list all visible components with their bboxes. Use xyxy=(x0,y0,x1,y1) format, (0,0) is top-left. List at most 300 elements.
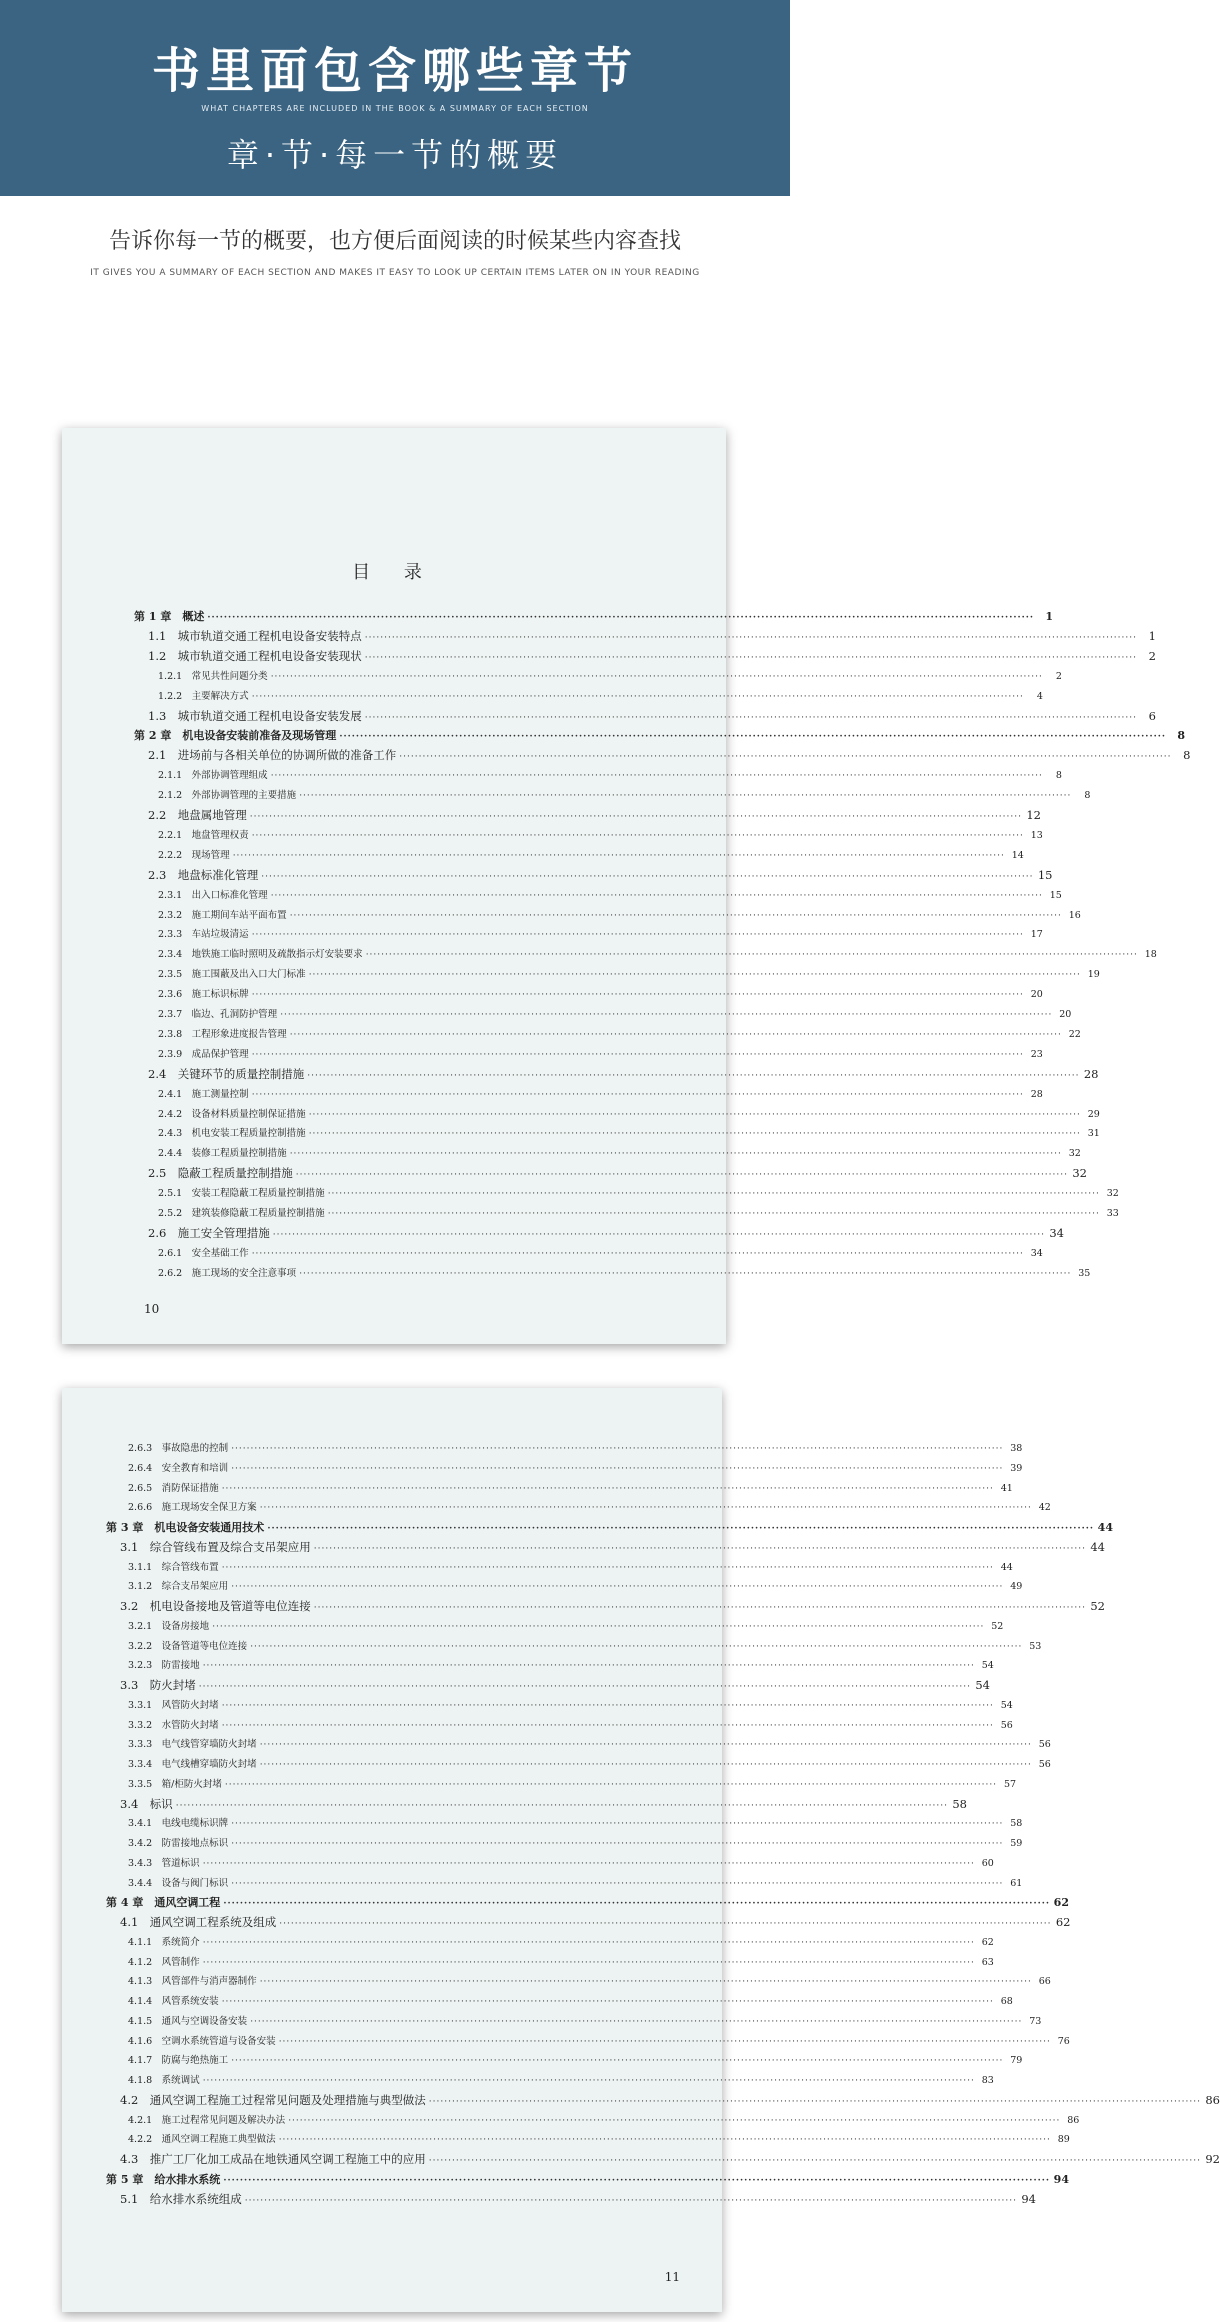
toc-entry-page: 20 xyxy=(1030,989,1043,1001)
toc-entry xyxy=(120,1539,1105,1557)
toc-title: 目 录 xyxy=(352,562,436,583)
dot-leader: ········································································································································································································ xyxy=(251,990,1024,1001)
toc-entry-page: 59 xyxy=(1010,1838,1023,1849)
toc-entry-title: 第 4 章 通风空调工程 xyxy=(106,1896,221,1910)
dot-leader: ········································································································································································································ xyxy=(244,2195,1017,2206)
dot-leader: ········································································································································································································ xyxy=(308,970,1081,981)
toc-entry-title: 4.1.6 空调水系统管道与设备安装 xyxy=(128,2035,276,2047)
toc-entry xyxy=(158,787,1091,805)
toc-entry xyxy=(148,708,1156,726)
dot-leader: ········································································································································································································ xyxy=(251,930,1024,941)
toc-entry-page: 2 xyxy=(1148,648,1156,663)
toc-entry-title: 2.3.5 施工围蔽及出入口大门标准 xyxy=(158,969,306,981)
toc-entry-page: 41 xyxy=(1000,1482,1013,1494)
toc-entry-page: 2 xyxy=(1055,670,1062,682)
dot-leader: ········································································································································································································ xyxy=(428,2156,1201,2166)
toc-entry-title: 2.6.1 安全基础工作 xyxy=(158,1247,249,1259)
dot-leader: ········································································································································································································ xyxy=(278,2036,1051,2047)
toc-entry-title: 第 5 章 给水排水系统 xyxy=(106,2172,221,2186)
toc-entry-title: 3.4.1 电线电缆标识牌 xyxy=(128,1818,229,1830)
toc-entry-page: 34 xyxy=(1049,1225,1064,1240)
toc-entry-page: 8 xyxy=(1177,729,1185,743)
dot-leader: ········································································································································································································ xyxy=(198,1682,971,1692)
toc-entry xyxy=(120,1677,990,1695)
toc-entry-title: 1.3 城市轨道交通工程机电设备安装发展 xyxy=(148,708,362,723)
toc-entry-page: 56 xyxy=(1000,1719,1013,1731)
toc-entry-page: 4 xyxy=(1036,690,1043,702)
toc-entry-page: 20 xyxy=(1059,1009,1072,1020)
dot-leader: ········································································································································································································ xyxy=(250,1641,1023,1652)
dot-leader: ········································································································································································································ xyxy=(202,2076,975,2086)
toc-entry-title: 3.2.1 设备房接地 xyxy=(128,1620,210,1632)
intro-text-en: IT GIVES YOU A SUMMARY OF EACH SECTION AND MAKES IT EASY TO LOOK UP CERTAIN ITEMS LATER ON IN YOUR READING xyxy=(90,268,700,278)
toc-entry xyxy=(128,2072,994,2090)
toc-entry xyxy=(148,807,1041,825)
dot-leader: ········································································································································································································ xyxy=(231,1839,1004,1849)
toc-entry xyxy=(158,887,1062,905)
dot-leader: ········································································································································································································ xyxy=(289,1029,1062,1040)
dot-leader: ········································································································································································································ xyxy=(364,652,1137,663)
toc-entry xyxy=(128,2052,1023,2070)
dot-leader: ········································································································································································································ xyxy=(202,1858,975,1869)
toc-entry-page: 13 xyxy=(1030,829,1043,841)
toc-entry xyxy=(158,1026,1081,1044)
toc-entry-page: 62 xyxy=(981,1936,994,1948)
toc-entry-title: 3.2 机电设备接地及管道等电位连接 xyxy=(120,1599,311,1613)
dot-leader: ········································································································································································································ xyxy=(308,1129,1081,1140)
toc-entry-title: 4.1.1 系统简介 xyxy=(128,1936,200,1948)
toc-entry-page: 32 xyxy=(1072,1166,1087,1181)
toc-entry xyxy=(158,926,1043,944)
toc-entry-page: 89 xyxy=(1057,2134,1070,2146)
toc-entry-title: 2.4 关键环节的质量控制措施 xyxy=(148,1066,305,1081)
toc-entry-title: 4.3 推广工厂化加工成品在地铁通风空调工程施工中的应用 xyxy=(120,2152,426,2166)
toc-entry xyxy=(128,2112,1080,2130)
dot-leader: ········································································································································································································ xyxy=(270,771,1043,782)
toc-entry xyxy=(148,747,1191,765)
toc-entry xyxy=(128,1776,1017,1794)
toc-entry-title: 3.4.4 设备与阀门标识 xyxy=(128,1877,229,1889)
toc-entry-page: 56 xyxy=(1038,1759,1051,1770)
dot-leader: ········································································································································································································ xyxy=(249,812,1022,822)
toc-entry-page: 17 xyxy=(1030,929,1043,941)
dot-leader: ········································································································································································································ xyxy=(259,1977,1032,1988)
toc-entry-page: 86 xyxy=(1205,2092,1220,2107)
toc-entry-page: 62 xyxy=(1055,1915,1071,1929)
toc-entry-page: 54 xyxy=(975,1678,990,1692)
toc-entry xyxy=(128,1835,1023,1853)
dot-leader: ········································································································································································································ xyxy=(231,1878,1004,1889)
toc-entry-page: 1 xyxy=(1148,628,1156,643)
dot-leader: ········································································································································································································ xyxy=(231,1819,1004,1830)
toc-entry-title: 2.3 地盘标准化管理 xyxy=(148,867,259,882)
toc-entry xyxy=(120,1796,967,1814)
header-banner xyxy=(0,0,790,196)
toc-entry-page: 12 xyxy=(1026,808,1041,822)
toc-entry-page: 31 xyxy=(1087,1128,1100,1140)
dot-leader: ········································································································································································································ xyxy=(231,1463,1004,1474)
toc-entry xyxy=(128,1993,1013,2011)
toc-entry-title: 2.4.2 设备材料质量控制保证措施 xyxy=(158,1108,306,1120)
toc-entry xyxy=(148,1066,1099,1084)
toc-entry-title: 4.1.3 风管部件与消声器制作 xyxy=(128,1976,257,1988)
toc-entry-page: 92 xyxy=(1205,2152,1220,2166)
toc-entry-title: 2.3.8 工程形象进度报告管理 xyxy=(158,1028,287,1040)
dot-leader: ········································································································································································································ xyxy=(231,2056,1004,2067)
dot-leader: ········································································································································································································ xyxy=(267,1524,1094,1534)
toc-entry-title: 3.2.2 设备管道等电位连接 xyxy=(128,1640,248,1652)
toc-entry-page: 61 xyxy=(1010,1877,1023,1889)
toc-entry xyxy=(134,727,1185,745)
toc-entry-page: 32 xyxy=(1068,1148,1081,1160)
toc-entry-title: 4.2 通风空调工程施工过程常见问题及处理措施与典型做法 xyxy=(120,2092,426,2107)
toc-entry-page: 63 xyxy=(981,1956,994,1968)
toc-entry-title: 3.3.1 风管防火封堵 xyxy=(128,1699,219,1711)
dot-leader: ········································································································································································································ xyxy=(327,1209,1100,1219)
toc-entry-page: 49 xyxy=(1010,1581,1023,1593)
toc-entry xyxy=(158,1145,1081,1163)
toc-entry-page: 18 xyxy=(1144,949,1157,961)
toc-entry-title: 2.3.2 施工期间车站平面布置 xyxy=(158,909,287,921)
toc-entry xyxy=(106,1894,1069,1912)
toc-entry-page: 53 xyxy=(1029,1640,1042,1652)
dot-leader: ········································································································································································································ xyxy=(279,1919,1052,1929)
toc-entry-title: 3.4.2 防雷接地点标识 xyxy=(128,1838,229,1849)
toc-entry-page: 94 xyxy=(1053,2172,1069,2186)
dot-leader: ········································································································································································································ xyxy=(221,1720,994,1731)
toc-entry-page: 1 xyxy=(1045,610,1053,623)
toc-entry-page: 94 xyxy=(1021,2191,1036,2206)
toc-entry-page: 19 xyxy=(1087,969,1100,981)
toc-entry-page: 44 xyxy=(1090,1539,1105,1554)
dot-leader: ········································································································································································································ xyxy=(259,1503,1032,1514)
toc-entry xyxy=(120,1598,1105,1616)
toc-entry-title: 2.5.2 建筑装修隐蔽工程质量控制措施 xyxy=(158,1208,325,1219)
toc-entry-page: 14 xyxy=(1011,849,1024,861)
toc-entry-title: 4.1.7 防腐与绝热施工 xyxy=(128,2055,229,2067)
toc-entry-title: 3.4.3 管道标识 xyxy=(128,1857,200,1869)
toc-entry-page: 58 xyxy=(1010,1818,1023,1830)
toc-entry-page: 44 xyxy=(1000,1561,1013,1573)
dot-leader: ········································································································································································································ xyxy=(259,1760,1032,1770)
dot-leader: ········································································································································································································ xyxy=(270,890,1043,901)
dot-leader: ········································································································································································································ xyxy=(327,1189,1100,1200)
toc-entry xyxy=(120,2092,1220,2110)
toc-entry xyxy=(128,1480,1013,1498)
toc-entry xyxy=(128,1578,1023,1596)
toc-entry-page: 54 xyxy=(981,1660,994,1672)
toc-entry-page: 35 xyxy=(1078,1267,1091,1279)
toc-entry-title: 2.6.2 施工现场的安全注意事项 xyxy=(158,1267,297,1279)
toc-entry xyxy=(158,946,1157,964)
toc-entry xyxy=(158,1265,1091,1283)
banner-title: 书里面包含哪些章节 xyxy=(151,43,638,99)
toc-entry xyxy=(128,1815,1023,1833)
toc-page-2 xyxy=(62,1388,1220,2312)
dot-leader: ········································································································································································································ xyxy=(339,732,1166,743)
toc-entry-title: 2.5 隐蔽工程质量控制措施 xyxy=(148,1166,293,1181)
dot-leader: ········································································································································································································ xyxy=(313,1603,1086,1613)
toc-entry xyxy=(120,2191,1036,2209)
toc-entry xyxy=(106,1519,1113,1537)
toc-entry xyxy=(158,986,1043,1004)
intro-text-zh: 告诉你每一节的概要，也方便后面阅读的时候某些内容查找 xyxy=(108,229,681,254)
toc-entry-page: 32 xyxy=(1106,1188,1119,1200)
dot-leader: ········································································································································································································ xyxy=(202,1661,975,1672)
dot-leader: ········································································································································································································ xyxy=(251,1248,1024,1259)
page-number: 11 xyxy=(664,2270,680,2284)
dot-leader: ········································································································································································································ xyxy=(251,830,1024,841)
toc-entry-title: 3.3.2 水管防火封堵 xyxy=(128,1719,219,1731)
toc-entry xyxy=(158,1086,1043,1104)
toc-entry-title: 2.1.2 外部协调管理的主要措施 xyxy=(158,790,297,802)
toc-entry xyxy=(148,648,1156,666)
page-number: 10 xyxy=(144,1302,160,1316)
toc-entry xyxy=(148,1165,1087,1183)
toc-entry-page: 22 xyxy=(1068,1028,1081,1040)
toc-entry-title: 2.6.6 施工现场安全保卫方案 xyxy=(128,1502,257,1514)
dot-leader: ········································································································································································································ xyxy=(223,1899,1050,1910)
dot-leader: ········································································································································································································ xyxy=(202,1937,975,1948)
toc-entry-page: 28 xyxy=(1030,1088,1043,1100)
toc-entry-page: 44 xyxy=(1097,1521,1113,1534)
toc-entry xyxy=(134,608,1053,626)
toc-entry-title: 第 3 章 机电设备安装通用技术 xyxy=(106,1521,265,1534)
dot-leader: ········································································································································································································ xyxy=(278,2135,1051,2146)
toc-entry-page: 29 xyxy=(1087,1108,1100,1120)
dot-leader: ········································································································································································································ xyxy=(289,910,1062,921)
dot-leader: ········································································································································································································ xyxy=(270,671,1043,682)
toc-entry-page: 76 xyxy=(1057,2035,1070,2047)
toc-entry-title: 1.2.2 主要解决方式 xyxy=(158,690,249,702)
toc-entry-title: 2.3.1 出入口标准化管理 xyxy=(158,889,268,901)
toc-entry-title: 2.5.1 安装工程隐蔽工程质量控制措施 xyxy=(158,1188,325,1200)
toc-entry-title: 4.1 通风空调工程系统及组成 xyxy=(120,1915,277,1929)
toc-entry-page: 8 xyxy=(1183,748,1191,763)
toc-entry xyxy=(128,1736,1051,1754)
toc-entry-title: 1.1 城市轨道交通工程机电设备安装特点 xyxy=(148,628,362,643)
dot-leader: ········································································································································································································ xyxy=(399,752,1172,763)
toc-entry xyxy=(120,1914,1071,1932)
toc-entry-page: 58 xyxy=(952,1796,967,1811)
toc-entry-title: 2.4.3 机电安装工程质量控制措施 xyxy=(158,1128,306,1140)
toc-entry-title: 2.6.3 事故隐患的控制 xyxy=(128,1443,229,1454)
dot-leader: ········································································································································································································ xyxy=(313,1543,1086,1554)
banner-subtitle: 章·节·每一节的概要 xyxy=(226,136,564,174)
dot-leader: ········································································································································································································ xyxy=(259,1740,1032,1751)
dot-leader: ········································································································································································································ xyxy=(212,1621,985,1632)
dot-leader: ········································································································································································································ xyxy=(251,1089,1024,1100)
toc-entry xyxy=(158,827,1043,845)
toc-entry-title: 3.3.4 电气线槽穿墙防火封堵 xyxy=(128,1759,257,1770)
dot-leader: ········································································································································································································ xyxy=(231,1444,1004,1454)
toc-entry-title: 第 2 章 机电设备安装前准备及现场管理 xyxy=(134,729,337,743)
toc-entry xyxy=(128,1934,994,1952)
toc-entry-title: 3.1.2 综合支吊架应用 xyxy=(128,1581,229,1593)
toc-entry xyxy=(128,1954,994,1972)
toc-entry-title: 2.3.9 成品保护管理 xyxy=(158,1048,249,1060)
toc-entry-title: 2.3.7 临边、孔洞防护管理 xyxy=(158,1009,278,1020)
dot-leader: ········································································································································································································ xyxy=(221,1562,994,1573)
toc-entry-title: 3.1 综合管线布置及综合支吊架应用 xyxy=(120,1539,311,1554)
toc-entry-page: 6 xyxy=(1148,708,1156,723)
toc-entry xyxy=(128,1756,1051,1774)
toc-entry-page: 60 xyxy=(981,1857,994,1869)
toc-entry xyxy=(158,1245,1043,1263)
toc-entry-title: 2.2 地盘属地管理 xyxy=(148,808,247,822)
toc-entry-title: 2.2.2 现场管理 xyxy=(158,849,230,861)
toc-entry-title: 5.1 给水排水系统组成 xyxy=(120,2191,242,2206)
dot-leader: ········································································································································································································ xyxy=(299,1268,1072,1279)
toc-entry-title: 1.2 城市轨道交通工程机电设备安装现状 xyxy=(148,648,362,663)
toc-entry-page: 54 xyxy=(1000,1699,1013,1711)
toc-entry xyxy=(120,2151,1220,2169)
toc-entry-title: 2.3.3 车站垃圾清运 xyxy=(158,929,249,941)
toc-entry xyxy=(158,1046,1043,1064)
dot-leader: ········································································································································································································ xyxy=(223,2175,1050,2186)
toc-entry xyxy=(158,1106,1100,1124)
dot-leader: ········································································································································································································ xyxy=(224,1779,998,1790)
toc-entry xyxy=(158,1125,1100,1143)
toc-entry xyxy=(128,1638,1042,1656)
toc-entry-page: 39 xyxy=(1010,1462,1023,1474)
dot-leader: ········································································································································································································ xyxy=(428,2096,1201,2107)
toc-entry-title: 4.2.2 通风空调工程施工典型做法 xyxy=(128,2134,276,2146)
toc-entry-title: 4.1.5 通风与空调设备安装 xyxy=(128,2015,248,2027)
toc-entry-title: 3.2.3 防雷接地 xyxy=(128,1660,200,1672)
dot-leader: ········································································································································································································ xyxy=(364,712,1137,723)
toc-entry-title: 2.6.5 消防保证措施 xyxy=(128,1482,219,1494)
toc-entry xyxy=(128,1559,1013,1577)
dot-leader: ········································································································································································································ xyxy=(232,850,1005,861)
toc-entry-title: 2.4.4 装修工程质量控制措施 xyxy=(158,1148,287,1160)
toc-entry xyxy=(158,688,1043,706)
toc-entry xyxy=(128,2013,1042,2031)
banner-subtitle-en: WHAT CHAPTERS ARE INCLUDED IN THE BOOK & A SUMMARY OF EACH SECTION xyxy=(201,104,589,113)
dot-leader: ········································································································································································································ xyxy=(221,1483,994,1494)
toc-entry-title: 2.1 进场前与各相关单位的协调所做的准备工作 xyxy=(148,748,397,763)
dot-leader: ········································································································································································································ xyxy=(250,2016,1023,2027)
toc-entry xyxy=(128,1657,994,1675)
dot-leader: ········································································································································································································ xyxy=(289,1149,1062,1160)
toc-entry xyxy=(128,1717,1013,1735)
toc-entry-page: 83 xyxy=(981,2075,994,2086)
toc-entry-title: 2.4.1 施工测量控制 xyxy=(158,1088,249,1100)
toc-entry-page: 56 xyxy=(1038,1739,1051,1751)
toc-entry xyxy=(158,668,1062,686)
toc-entry-title: 3.4 标识 xyxy=(120,1796,173,1811)
toc-entry xyxy=(128,2131,1070,2149)
toc-entry-page: 66 xyxy=(1038,1976,1051,1988)
toc-entry xyxy=(148,867,1053,885)
dot-leader: ········································································································································································································ xyxy=(299,791,1072,802)
toc-entry-page: 15 xyxy=(1049,889,1062,901)
toc-entry-page: 38 xyxy=(1010,1443,1023,1454)
dot-leader: ········································································································································································································ xyxy=(295,1170,1068,1181)
toc-entry-title: 3.3 防火封堵 xyxy=(120,1678,196,1692)
dot-leader: ········································································································································································································ xyxy=(308,1109,1081,1120)
toc-entry-title: 3.1.1 综合管线布置 xyxy=(128,1561,219,1573)
toc-entry-page: 57 xyxy=(1003,1778,1017,1790)
toc-entry xyxy=(128,1697,1013,1715)
toc-entry-title: 2.3.6 施工标识标牌 xyxy=(158,989,249,1001)
dot-leader: ········································································································································································································ xyxy=(364,632,1137,643)
toc-entry-title: 2.1.1 外部协调管理组成 xyxy=(158,770,268,782)
toc-entry-title: 2.3.4 地铁施工临时照明及疏散指示灯安装要求 xyxy=(158,949,363,961)
dot-leader: ········································································································································································································ xyxy=(280,1010,1053,1020)
dot-leader: ········································································································································································································ xyxy=(231,1582,1004,1593)
toc-entry xyxy=(128,1973,1051,1991)
dot-leader: ········································································································································································································ xyxy=(251,691,1024,702)
toc-entry-title: 4.1.8 系统调试 xyxy=(128,2075,200,2086)
toc-entry-title: 4.2.1 施工过程常见问题及解决办法 xyxy=(128,2114,286,2126)
toc-entry-page: 28 xyxy=(1083,1066,1099,1081)
toc-entry-title: 2.6 施工安全管理措施 xyxy=(148,1225,270,1240)
toc-entry xyxy=(148,628,1156,646)
toc-entry xyxy=(158,767,1062,785)
toc-entry-page: 8 xyxy=(1084,790,1091,802)
toc-entry-title: 3.3.3 电气线管穿墙防火封堵 xyxy=(128,1739,257,1751)
toc-entry xyxy=(158,1006,1072,1024)
dot-leader: ········································································································································································································ xyxy=(272,1229,1045,1240)
toc-entry xyxy=(128,1875,1023,1893)
toc-entry-title: 2.2.1 地盘管理权责 xyxy=(158,829,249,841)
toc-entry-page: 34 xyxy=(1030,1247,1043,1259)
toc-entry xyxy=(128,1499,1051,1517)
toc-entry-page: 52 xyxy=(1090,1599,1105,1613)
dot-leader: ········································································································································································································ xyxy=(365,950,1138,961)
toc-entry-page: 52 xyxy=(991,1620,1004,1632)
toc-entry-page: 68 xyxy=(1000,1996,1013,2007)
toc-entry-title: 3.3.5 箱/柜防火封堵 xyxy=(128,1778,222,1790)
toc-entry-page: 8 xyxy=(1055,770,1062,782)
toc-entry xyxy=(158,1205,1119,1223)
toc-entry-title: 第 1 章 概述 xyxy=(134,610,205,623)
toc-entry-page: 79 xyxy=(1010,2055,1023,2067)
dot-leader: ········································································································································································································ xyxy=(221,1700,994,1711)
toc-entry-page: 42 xyxy=(1038,1502,1051,1514)
toc-page-1 xyxy=(62,428,1191,1344)
toc-entry-page: 86 xyxy=(1067,2114,1080,2126)
dot-leader: ········································································································································································································ xyxy=(307,1070,1080,1081)
toc-entry xyxy=(128,1440,1023,1458)
toc-entry xyxy=(128,1618,1004,1636)
dot-leader: ········································································································································································································ xyxy=(202,1957,975,1968)
toc-entry xyxy=(158,907,1081,925)
toc-entry xyxy=(128,2033,1070,2051)
toc-entry xyxy=(128,1855,994,1873)
toc-entry xyxy=(148,1225,1064,1243)
toc-entry-page: 16 xyxy=(1068,909,1081,921)
dot-leader: ········································································································································································································ xyxy=(207,613,1034,623)
toc-entry-title: 4.1.2 风管制作 xyxy=(128,1956,200,1968)
toc-entry-page: 23 xyxy=(1030,1048,1043,1060)
toc-entry-title: 1.2.1 常见共性问题分类 xyxy=(158,670,268,682)
dot-leader: ········································································································································································································ xyxy=(251,1049,1024,1060)
toc-entry-page: 73 xyxy=(1029,2015,1042,2027)
toc-entry xyxy=(158,847,1024,865)
dot-leader: ········································································································································································································ xyxy=(175,1800,948,1811)
dot-leader: ········································································································································································································ xyxy=(261,871,1034,882)
toc-entry-page: 33 xyxy=(1106,1208,1119,1219)
toc-entry-page: 15 xyxy=(1037,867,1053,882)
toc-entry xyxy=(158,1185,1119,1203)
dot-leader: ········································································································································································································ xyxy=(288,2115,1061,2126)
toc-entry xyxy=(106,2171,1069,2189)
toc-entry-title: 4.1.4 风管系统安装 xyxy=(128,1996,219,2007)
toc-entry xyxy=(128,1460,1023,1478)
dot-leader: ········································································································································································································ xyxy=(221,1997,994,2007)
